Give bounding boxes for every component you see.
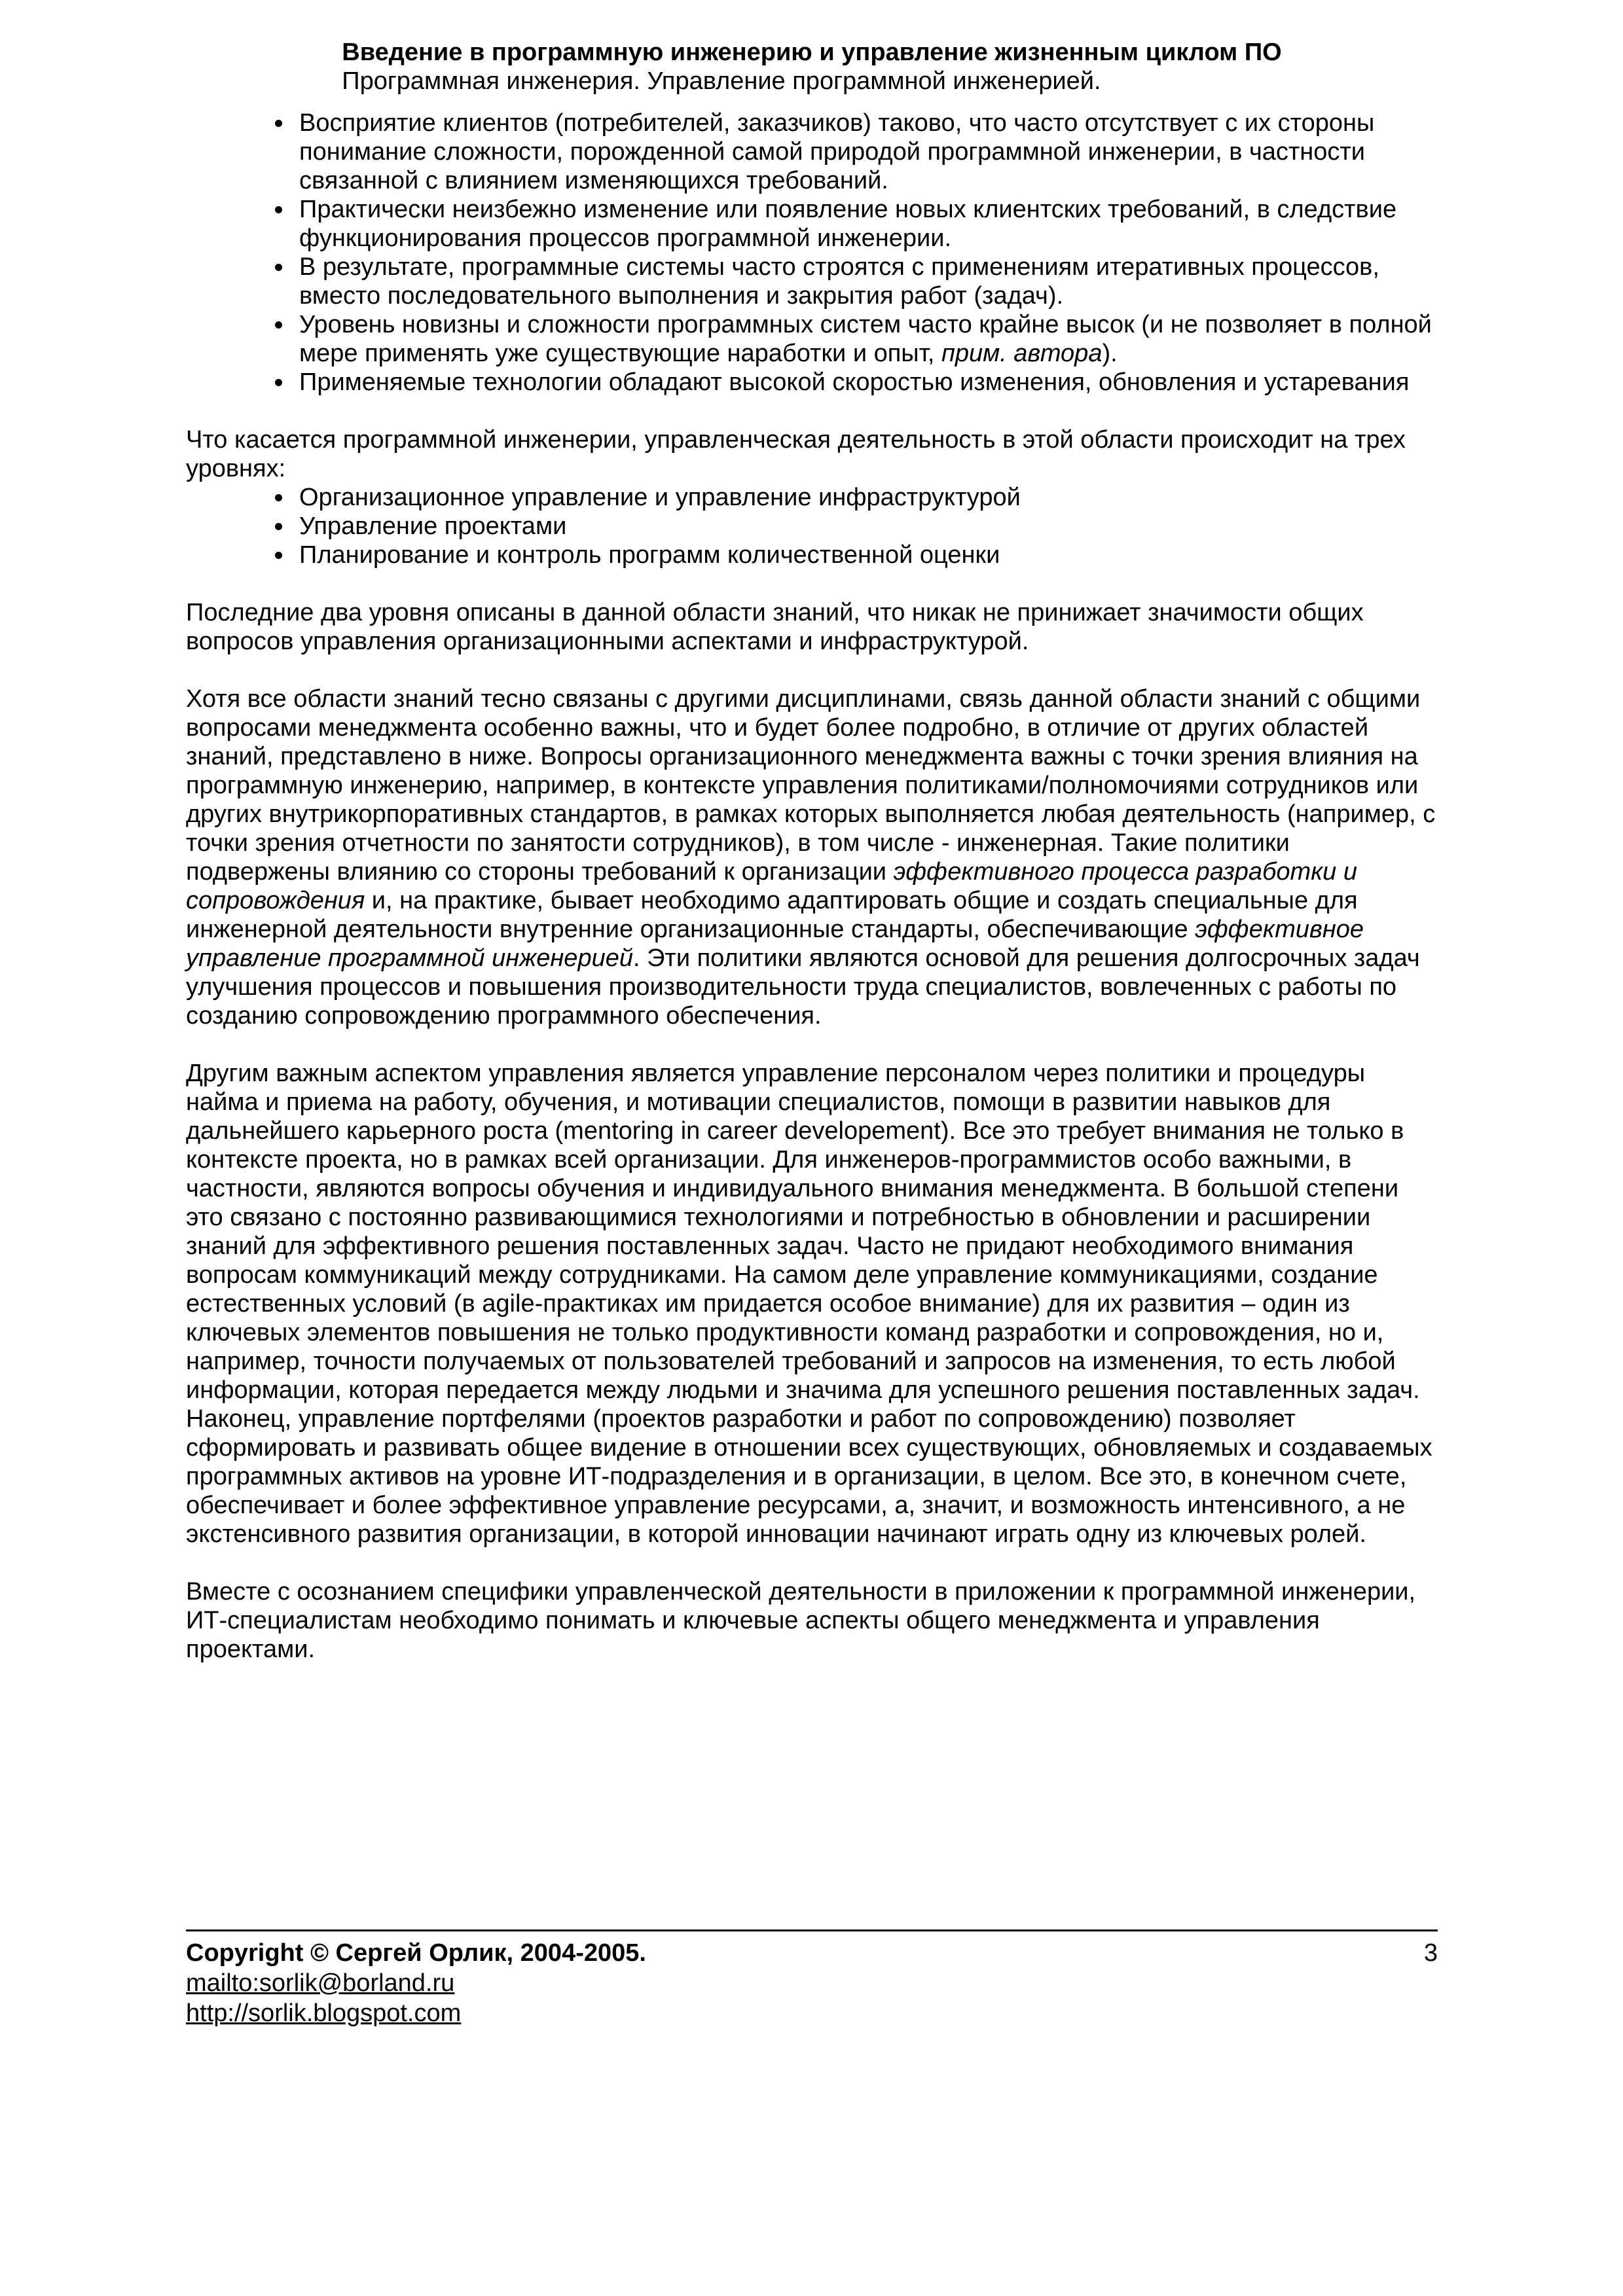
text-run: . Эти политики являются основой для решения долгосрочных задач улучшения процессов и повышения производительности труда специалистов, вовлеченных с работы по созданию сопровождению программного обеспечения. (186, 944, 1420, 1030)
bullet-item (294, 310, 1438, 368)
bullet-item (294, 512, 1438, 541)
italic-text-run: эффективного процесса разработки и сопровождения (186, 858, 1357, 914)
bullet-item (294, 195, 1438, 253)
text-run: ). (1102, 340, 1118, 367)
paragraph-conclusion (186, 1577, 1438, 1664)
page-content (186, 38, 1438, 1664)
bullet-item (294, 368, 1438, 397)
footer-rule (186, 1929, 1438, 1931)
levels-intro-paragraph (186, 425, 1438, 483)
page-number: 3 (1423, 1939, 1438, 1967)
text-run: Планирование и контроль программ количественной оценки (299, 541, 1000, 569)
text-run: В результате, программные системы часто строятся с применениям итеративных процессов, вместо последовательного выполнения и закрытия работ (задач). (299, 253, 1379, 310)
doc-subtitle: Программная инженерия. Управление программной инженерией. (342, 67, 1101, 95)
paragraph-personnel-management (186, 1059, 1438, 1549)
text-run: Практически неизбежно изменение или появление новых клиентских требований, в следствие функционирования процессов программной инженерии. (299, 196, 1397, 252)
doc-header (342, 38, 1281, 96)
text-run: Что касается программной инженерии, управленческая деятельность в этой области происходит на трех уровнях: (186, 426, 1406, 482)
text-run: Хотя все области знаний тесно связаны с другими дисциплинами, связь данной области знаний с общими вопросами менеджмента особенно важны, что и будет более подробно, в отличие от других областей знаний, представлено в ниже. Вопросы организационного менеджмента важны с точки зрения влияния на программную инженерию, например, в контексте управления политиками/полномочиями сотрудников или других внутрикорпоративных стандартов, в рамках которых выполняется любая деятельность (например, с точки зрения отчетности по занятости сотрудников), в том числе - инженерная. Такие политики подвержены влиянию со стороны требований к организации (186, 685, 1436, 886)
levels-bullet-list (186, 483, 1438, 569)
text-run: Уровень новизны и сложности программных систем часто крайне высок (и не позволяет в полной мере применять уже существующие наработки и опыт, (299, 311, 1432, 367)
text-run: Другим важным аспектом управления является управление персоналом через политики и процедуры найма и приема на работу, обучения, и мотивации специалистов, помощи в развитии навыков для дальнейшего карьерного роста (mentoring in career developement). Все это требует внимания не только в контексте проекта, но в рамках всей организации. Для инженеров-программистов особо важными, в частности, являются вопросы обучения и индивидуального внимания менеджмента. В большой степени это связано с постоянно развивающимися технологиями и потребностью в обновлении и расширении знаний для эффективного решения поставленных задач. Часто не придают необходимого внимания вопросам коммуникаций между сотрудниками. На самом деле управление коммуникациями, создание естественных условий (в agile-практиках им придается особое внимание) для их развития – один из ключевых элементов повышения не только продуктивности команд разработки и сопровождения, но и, например, точности получаемых от пользователей требований и запросов на изменения, то есть любой информации, которая передается между людьми и значима для успешного решения поставленных задач. Наконец, управление портфелями (проектов разработки и работ по сопровождению) позволяет сформировать и развивать общее видение в отношении всех существующих, обновляемых и создаваемых программных активов на уровне ИТ-подразделения и в организации, в целом. Все это, в конечном счете, обеспечивает и более эффективное управление ресурсами, а, значит, и возможность интенсивного, а не экстенсивного развития организации, в которой инновации начинают играть одну из ключевых ролей. (186, 1060, 1432, 1548)
doc-footer (186, 1929, 1438, 2028)
text-run: Восприятие клиентов (потребителей, заказчиков) таково, что часто отсутствует с их стороны понимание сложности, порожденной самой природой программной инженерии, в частности связанной с влиянием изменяющихся требований. (299, 109, 1375, 194)
text-run: Управление проектами (299, 512, 567, 540)
bullet-item (294, 253, 1438, 310)
bullet-item (294, 483, 1438, 512)
blog-link[interactable]: http://sorlik.blogspot.com (186, 2000, 462, 2027)
bullet-item (294, 541, 1438, 569)
paragraph-last-two-levels (186, 598, 1438, 656)
paragraph-knowledge-areas (186, 685, 1438, 1030)
bullet-item (294, 109, 1438, 195)
footer-email-line (186, 1968, 1438, 1998)
footer-blog-line (186, 1998, 1438, 2028)
text-run: Применяемые технологии обладают высокой скоростью изменения, обновления и устаревания (299, 368, 1410, 396)
text-run: и, на практике, бывает необходимо адаптировать общие и создать специальные для инженерной деятельности внутренние организационные стандарты, обеспечивающие (186, 887, 1358, 943)
copyright-text: Copyright © Сергей Орлик, 2004-2005. (186, 1939, 646, 1967)
text-run: Организационное управление и управление инфраструктурой (299, 484, 1021, 511)
text-run: Последние два уровня описаны в данной области знаний, что никак не принижает значимости общих вопросов управления организационными аспектами и инфраструктурой. (186, 599, 1364, 655)
italic-text-run: эффективное управление программной инженерией (186, 916, 1364, 972)
text-run: Вместе с осознанием специфики управленческой деятельности в приложении к программной инженерии, ИТ-специалистам необходимо понимать и ключевые аспекты общего менеджмента и управления проектами. (186, 1578, 1416, 1663)
italic-text-run: прим. автора (941, 340, 1103, 367)
doc-title: Введение в программную инженерию и управление жизненным циклом ПО (342, 39, 1282, 66)
intro-bullet-list (186, 109, 1438, 397)
email-link[interactable]: mailto:sorlik@borland.ru (186, 1969, 455, 1997)
